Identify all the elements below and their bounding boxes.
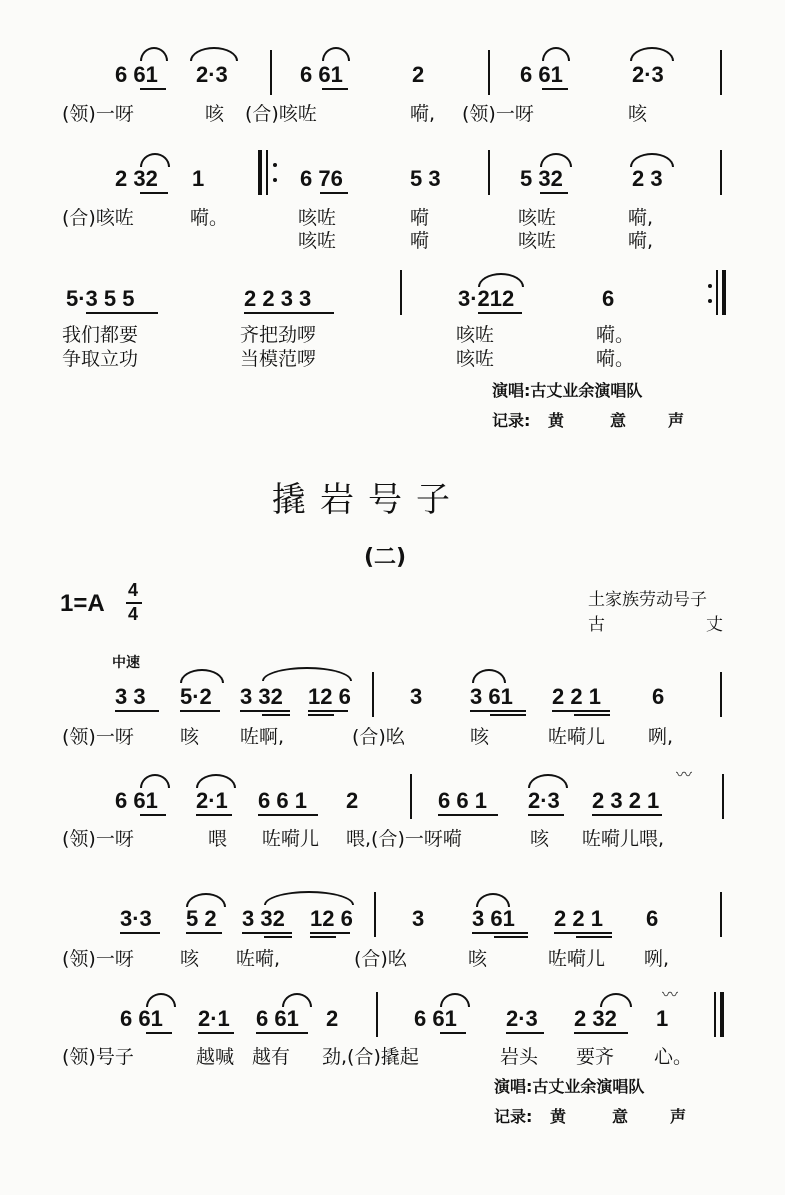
underline — [310, 932, 350, 934]
lyric: (领)一呀 — [62, 103, 134, 125]
slur — [190, 47, 238, 61]
recorder-label: 记录: — [492, 411, 531, 430]
repeat-barline — [258, 150, 262, 195]
barline — [400, 270, 402, 315]
underline — [542, 88, 568, 90]
barline — [716, 270, 718, 315]
genre-label: 土家族劳动号子 — [588, 590, 707, 610]
lyric: 齐把劲啰 — [240, 324, 317, 346]
underline — [592, 814, 662, 816]
note-group: 3·3 — [120, 906, 152, 931]
note-group: 2 2 1 — [552, 684, 601, 709]
slur — [140, 153, 170, 167]
singer-credit: 演唱:古丈业余演唱队 — [492, 381, 643, 400]
underline — [320, 192, 348, 194]
lyric: 咧, — [648, 726, 674, 748]
note-group: 5 32 — [520, 166, 563, 191]
lyric: 咳咗 — [298, 230, 337, 252]
lyric: 咗嗬儿喂, — [582, 828, 665, 850]
note-group: 6 61 — [256, 1006, 299, 1031]
note-group: 3·212 — [458, 286, 515, 311]
tremolo-mark: 〰 — [676, 765, 693, 784]
lyric: 咳咗 — [518, 207, 557, 229]
note-group: 6 61 — [414, 1006, 457, 1031]
note-group: 5 3 — [410, 166, 441, 191]
repeat-dot — [708, 284, 712, 288]
note-group: 6 — [602, 286, 615, 311]
lyric: 劲,(合)撬起 — [322, 1046, 419, 1068]
note-group: 2 32 — [574, 1006, 617, 1031]
lyric: 岩头 — [500, 1046, 539, 1068]
note-group: 2·3 — [632, 62, 664, 87]
song-title: 撬岩号子 — [272, 480, 464, 520]
barline — [488, 150, 490, 195]
note-group: 3 — [410, 684, 423, 709]
lyric: 咳 — [180, 726, 200, 748]
underline — [574, 1032, 628, 1034]
lyric: 咧, — [644, 948, 670, 970]
slur — [322, 47, 350, 61]
underline — [470, 710, 526, 712]
underline — [180, 710, 220, 712]
lyric: 咳 — [530, 828, 550, 850]
note-group: 1 — [656, 1006, 669, 1031]
lyric: 嗬。 — [596, 348, 635, 370]
underline — [576, 936, 612, 938]
underline — [86, 312, 158, 314]
time-sig-top: 4 — [128, 580, 139, 600]
barline — [720, 150, 722, 195]
underline — [140, 88, 166, 90]
place-char: 古 — [588, 615, 605, 635]
place-char: 丈 — [706, 615, 723, 635]
lyric: 嗬 — [410, 207, 430, 229]
barline — [374, 892, 376, 937]
singer-credit: 演唱:古丈业余演唱队 — [494, 1077, 645, 1096]
lyric: 咳咗 — [456, 348, 495, 370]
slur — [630, 153, 674, 167]
note-group: 2·3 — [506, 1006, 538, 1031]
underline — [146, 1032, 172, 1034]
song-subtitle: (二) — [364, 545, 407, 570]
barline — [410, 774, 412, 819]
note-group: 3 — [412, 906, 425, 931]
lyric: 越有 — [252, 1046, 291, 1068]
recorder-char: 意 — [610, 411, 627, 430]
slur — [542, 47, 570, 61]
lyric: (领)一呀 — [462, 103, 534, 125]
underline — [240, 710, 290, 712]
note-group: 3 32 — [240, 684, 283, 709]
underline — [262, 714, 290, 716]
recorder-char: 意 — [612, 1107, 629, 1126]
note-group: 12 6 — [310, 906, 353, 931]
note-group: 2 3 — [632, 166, 663, 191]
lyric: (合)咳咗 — [245, 103, 317, 125]
underline — [574, 714, 610, 716]
lyric: 咗啊, — [240, 726, 285, 748]
underline — [540, 192, 568, 194]
underline — [310, 936, 336, 938]
note-group: 3 61 — [472, 906, 515, 931]
barline — [720, 50, 722, 95]
underline — [472, 932, 528, 934]
note-group: 6 61 — [520, 62, 563, 87]
lyric: 当模范啰 — [240, 348, 317, 370]
lyric: 喂 — [208, 828, 228, 850]
barline — [714, 992, 716, 1037]
underline — [490, 714, 526, 716]
underline — [196, 814, 232, 816]
slur — [540, 153, 572, 167]
lyric: 心。 — [654, 1046, 693, 1068]
lyric: 喂,(合)一呀嗬 — [346, 828, 462, 850]
lyric: 咳 — [205, 103, 225, 125]
underline — [308, 714, 334, 716]
lyric: 争取立功 — [62, 348, 139, 370]
lyric: (合)吆 — [354, 948, 407, 970]
barline — [720, 892, 722, 937]
note-group: 5·2 — [180, 684, 212, 709]
note-group: 3 3 — [115, 684, 146, 709]
lyric: 咳咗 — [456, 324, 495, 346]
note-group: 2 32 — [115, 166, 158, 191]
barline — [266, 150, 268, 195]
lyric: 我们都要 — [62, 324, 139, 346]
lyric: 越喊 — [196, 1046, 235, 1068]
underline — [256, 1032, 308, 1034]
repeat-dot — [273, 178, 277, 182]
underline — [308, 710, 348, 712]
recorder-char: 声 — [668, 411, 685, 430]
note-group: 2 3 2 1 — [592, 788, 660, 813]
note-group: 3 61 — [470, 684, 513, 709]
repeat-dot — [708, 299, 712, 303]
note-group: 6 6 1 — [438, 788, 487, 813]
note-group: 1 — [192, 166, 205, 191]
lyric: 嗬, — [628, 230, 654, 252]
lyric: 嗬, — [410, 103, 436, 125]
lyric: 咳咗 — [518, 230, 557, 252]
slur — [196, 774, 236, 788]
slur — [440, 993, 470, 1007]
note-group: 6 61 — [300, 62, 343, 87]
lyric: (领)一呀 — [62, 726, 134, 748]
underline — [506, 1032, 544, 1034]
recorder-char: 声 — [670, 1107, 687, 1126]
underline — [244, 312, 334, 314]
underline — [554, 932, 612, 934]
lyric: (合)咳咗 — [62, 207, 134, 229]
note-group: 2·1 — [196, 788, 228, 813]
slur — [262, 667, 352, 681]
slur — [140, 774, 170, 788]
slur — [282, 993, 312, 1007]
underline — [198, 1032, 234, 1034]
lyric: 咗嗬, — [236, 948, 281, 970]
lyric: 咗嗬儿 — [548, 726, 606, 748]
lyric: 咳 — [628, 103, 648, 125]
key-signature: 1=A — [60, 590, 105, 617]
slur — [146, 993, 176, 1007]
lyric: 咗嗬儿 — [262, 828, 320, 850]
slur — [600, 993, 632, 1007]
note-group: 6 61 — [115, 62, 158, 87]
slur — [472, 669, 506, 683]
underline — [322, 88, 348, 90]
time-sig-bottom: 4 — [128, 604, 139, 624]
note-group: 2 2 1 — [554, 906, 603, 931]
underline — [120, 932, 160, 934]
barline — [270, 50, 272, 95]
lyric: 咳 — [470, 726, 490, 748]
underline — [258, 814, 318, 816]
underline — [140, 814, 166, 816]
slur — [630, 47, 674, 61]
underline — [264, 936, 292, 938]
note-group: 2 2 3 3 — [244, 286, 312, 311]
barline — [722, 774, 724, 819]
lyric: 嗬。 — [596, 324, 635, 346]
lyric: 咗嗬儿 — [548, 948, 606, 970]
tremolo-mark: 〰 — [662, 985, 679, 1004]
recorder-label: 记录: — [494, 1107, 533, 1126]
final-barline — [720, 992, 724, 1037]
lyric: 嗬 — [410, 230, 430, 252]
recorder-char: 黄 — [550, 1107, 567, 1126]
underline — [494, 936, 528, 938]
lyric: 咳 — [468, 948, 488, 970]
underline — [478, 312, 522, 314]
note-group: 6 61 — [115, 788, 158, 813]
note-group: 2·3 — [196, 62, 228, 87]
repeat-dot — [273, 163, 277, 167]
note-group: 5·3 5 5 — [66, 286, 135, 311]
underline — [438, 814, 498, 816]
tempo-marking: 中速 — [112, 655, 140, 671]
barline — [372, 672, 374, 717]
note-group: 3 32 — [242, 906, 285, 931]
lyric: 咳 — [180, 948, 200, 970]
slur — [140, 47, 168, 61]
underline — [552, 710, 610, 712]
lyric: 咳咗 — [298, 207, 337, 229]
note-group: 2 — [326, 1006, 339, 1031]
slur — [186, 893, 226, 907]
slur — [478, 273, 524, 287]
lyric: (合)吆 — [352, 726, 405, 748]
note-group: 6 61 — [120, 1006, 163, 1031]
repeat-barline — [722, 270, 726, 315]
note-group: 5 2 — [186, 906, 217, 931]
barline — [720, 672, 722, 717]
lyric: 要齐 — [576, 1046, 615, 1068]
lyric: 嗬。 — [190, 207, 229, 229]
lyric: (领)号子 — [62, 1046, 134, 1068]
note-group: 6 — [652, 684, 665, 709]
slur — [528, 774, 568, 788]
underline — [186, 932, 222, 934]
underline — [440, 1032, 466, 1034]
barline — [488, 50, 490, 95]
slur — [264, 891, 354, 905]
slur — [476, 893, 510, 907]
note-group: 6 76 — [300, 166, 343, 191]
note-group: 6 — [646, 906, 659, 931]
lyric: 嗬, — [628, 207, 654, 229]
lyric: (领)一呀 — [62, 948, 134, 970]
note-group: 6 6 1 — [258, 788, 307, 813]
note-group: 2·1 — [198, 1006, 230, 1031]
barline — [376, 992, 378, 1037]
note-group: 2 — [412, 62, 425, 87]
slur — [180, 669, 224, 683]
note-group: 2 — [346, 788, 359, 813]
note-group: 12 6 — [308, 684, 351, 709]
underline — [115, 710, 159, 712]
underline — [140, 192, 168, 194]
lyric: (领)一呀 — [62, 828, 134, 850]
note-group: 2·3 — [528, 788, 560, 813]
underline — [528, 814, 564, 816]
recorder-char: 黄 — [548, 411, 565, 430]
underline — [242, 932, 292, 934]
